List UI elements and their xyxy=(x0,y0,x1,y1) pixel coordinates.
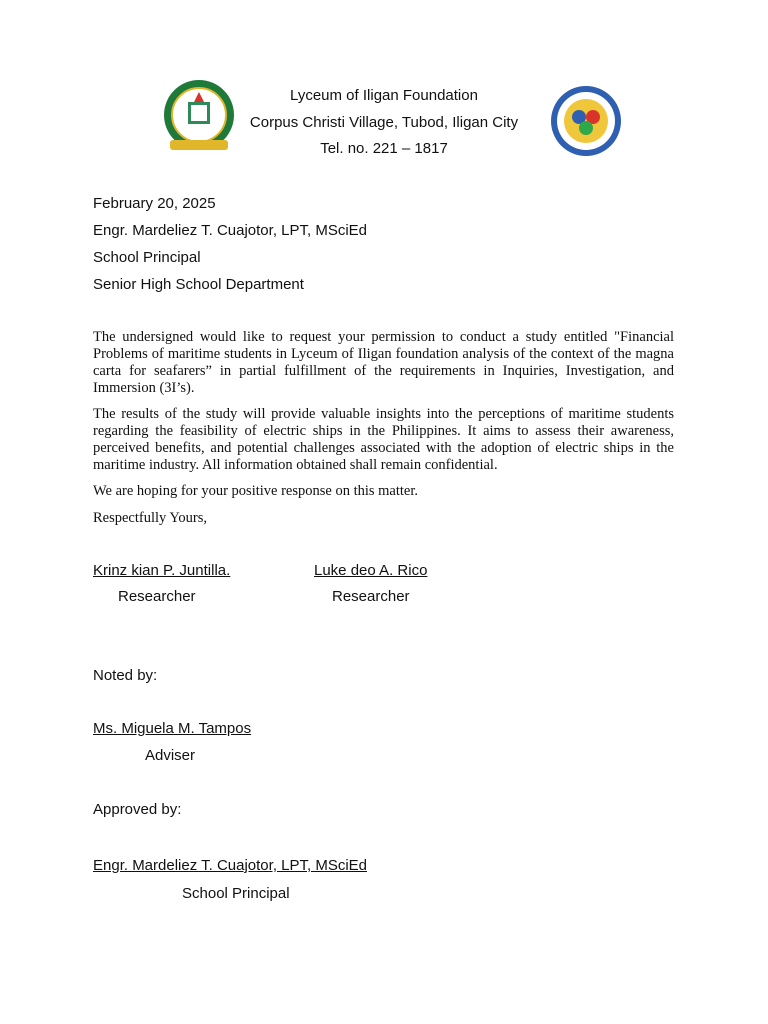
researcher-2-role: Researcher xyxy=(332,588,410,605)
noted-by-label: Noted by: xyxy=(93,667,158,684)
institution-address: Corpus Christi Village, Tubod, Iligan City xyxy=(249,114,519,131)
adviser-role: Adviser xyxy=(145,747,196,764)
body-paragraph-2: The results of the study will provide valuable insights into the perceptions of maritime students regarding the feasibility of electric ships in the Philippines. It aims to assess their awareness, perceived benefits, and potential challenges associated with the adoption of electric ships in the maritime industry. All information obtained shall remain confidential. xyxy=(93,406,674,473)
recipient-title: School Principal xyxy=(93,249,201,266)
adviser-name: Ms. Miguela M. Tampos xyxy=(93,720,252,737)
institution-phone: Tel. no. 221 – 1817 xyxy=(320,140,448,157)
letter-date: February 20, 2025 xyxy=(93,195,216,212)
body-paragraph-3: We are hoping for your positive response on this matter. xyxy=(93,483,419,499)
researcher-2-name: Luke deo A. Rico xyxy=(314,562,428,579)
approved-by-label: Approved by: xyxy=(93,801,182,818)
recipient-name: Engr. Mardeliez T. Cuajotor, LPT, MSciEd xyxy=(93,222,368,239)
principal-name: Engr. Mardeliez T. Cuajotor, LPT, MSciEd xyxy=(93,857,368,874)
recipient-department: Senior High School Department xyxy=(93,276,304,293)
institution-name: Lyceum of Iligan Foundation xyxy=(290,87,478,104)
closing-line: Respectfully Yours, xyxy=(93,510,207,526)
researcher-1-role: Researcher xyxy=(118,588,196,605)
researcher-1-name: Krinz kian P. Juntilla. xyxy=(93,562,231,579)
body-paragraph-1: The undersigned would like to request your permission to conduct a study entitled "Financial Problems of maritime students in Lyceum of Iligan foundation analysis of the context of the magna carta for seafarers” in partial fulfillment of the requirements in Inquiries, Investigation, and Immersion (3I’s). xyxy=(93,329,674,396)
principal-role: School Principal xyxy=(182,885,290,902)
